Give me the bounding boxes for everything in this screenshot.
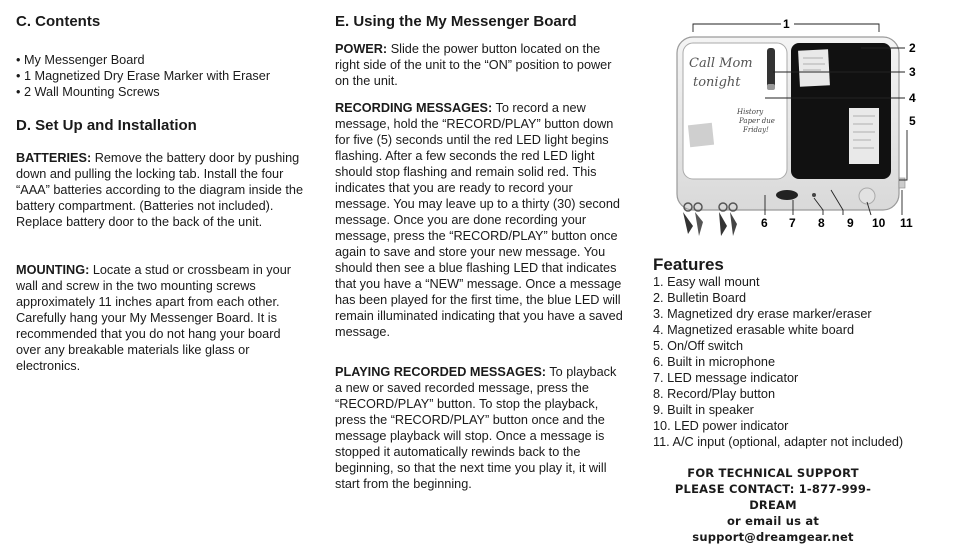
features-list: [653, 274, 903, 450]
product-diagram: [653, 12, 948, 242]
callout-4: 4: [909, 91, 916, 105]
list-item: • 1 Magnetized Dry Erase Marker with Eraser: [16, 69, 271, 83]
list-item: 4. Magnetized erasable white board: [653, 323, 855, 337]
sticky-note: [688, 123, 714, 147]
using-heading: E. Using the My Messenger Board: [335, 13, 577, 30]
whiteboard-text: Paper due: [739, 117, 775, 125]
mounting-text: Locate a stud or crossbeam in your wall and screw in the two mounting screws approximately 11 inches apart from each other. Carefully hang your My Messenger Board. It is recommended that you do not hang your board over any breakable materials like glass or electronics.: [16, 263, 291, 373]
list-item: 7. LED message indicator: [653, 371, 799, 385]
whiteboard-text: History: [737, 108, 764, 116]
marker: [767, 48, 775, 88]
list-item: 8. Record/Play button: [653, 387, 776, 401]
mounting-lead: MOUNTING:: [16, 263, 90, 277]
callout-10: 10: [872, 216, 886, 230]
list-item: 2. Bulletin Board: [653, 291, 747, 305]
support-line: PLEASE CONTACT: 1-877-999-DREAM: [674, 482, 872, 512]
note-bottom: [849, 108, 879, 164]
tech-support-block: [653, 465, 893, 545]
callout-1: 1: [783, 17, 790, 31]
list-item: 6. Built in microphone: [653, 355, 776, 369]
list-item: 10. LED power indicator: [653, 419, 789, 433]
contents-list: [16, 52, 270, 100]
callout-5: 5: [909, 114, 916, 128]
microphone: [776, 190, 798, 200]
on-off-switch: [899, 178, 905, 188]
callout-8: 8: [818, 216, 825, 230]
callout-9: 9: [847, 216, 854, 230]
led-indicator: [812, 193, 816, 197]
list-item: 3. Magnetized dry erase marker/eraser: [653, 307, 872, 321]
power-paragraph: [335, 41, 625, 89]
playing-lead: PLAYING RECORDED MESSAGES:: [335, 365, 547, 379]
playing-text: To playback a new or saved recorded message, press the “RECORD/PLAY” button. To stop the playback, press the “RECORD/PLAY” button once and the message playback will stop. Once a message is stopped it automatically rewinds back to the beginning, so that the next time you play it, it will start from the beginning.: [335, 365, 617, 491]
batteries-paragraph: [16, 150, 304, 230]
list-item: 11. A/C input (optional, adapter not included): [653, 435, 904, 449]
support-line: FOR TECHNICAL SUPPORT: [687, 466, 859, 480]
batteries-text: Remove the battery door by pushing down and pulling the locking tab. Install the four “AAA” batteries according to the diagram inside the battery compartment. (Batteries not included). Replace battery door to the back of the unit.: [16, 151, 304, 229]
list-item: 5. On/Off switch: [653, 339, 744, 353]
power-lead: POWER:: [335, 42, 388, 56]
callout-7: 7: [789, 216, 796, 230]
playing-paragraph: [335, 364, 625, 492]
list-item: 9. Built in speaker: [653, 403, 754, 417]
callout-6: 6: [761, 216, 768, 230]
mounting-paragraph: [16, 262, 304, 374]
batteries-lead: BATTERIES:: [16, 151, 92, 165]
whiteboard-text: Call Mom: [689, 56, 753, 71]
whiteboard-text: Friday!: [743, 126, 769, 134]
whiteboard-text: tonight: [693, 75, 741, 90]
support-email: or email us at support@dreamgear.net: [692, 514, 854, 544]
features-heading: Features: [653, 255, 724, 274]
list-item: • My Messenger Board: [16, 53, 145, 67]
power-text: Slide the power button located on the right side of the unit to the “ON” position to power on the unit.: [335, 42, 612, 88]
callout-2: 2: [909, 41, 916, 55]
recording-lead: RECORDING MESSAGES:: [335, 101, 493, 115]
setup-heading: D. Set Up and Installation: [16, 117, 197, 134]
speaker: [859, 188, 875, 204]
recording-text: To record a new message, hold the “RECORD/PLAY” button down for five (5) seconds until the red LED light begins flashing. After a few seconds the red LED light should stop flashing and remain solid red. This indicates that you are ready to record your message. You may leave up to a thirty (30) second message. Once you are done recording your message, press the “RECORD/PLAY” button once again to save and store your new message. You should then see a blue flashing LED that indicates that you have a “NEW” message. Once a message has been played for the first time, the blue LED will remain illuminated indicating that you have a saved message.: [335, 101, 623, 339]
list-item: • 2 Wall Mounting Screws: [16, 85, 160, 99]
list-item: 1. Easy wall mount: [653, 275, 760, 289]
callout-3: 3: [909, 65, 916, 79]
recording-paragraph: [335, 100, 625, 340]
callout-11: 11: [900, 216, 913, 230]
note-top: [798, 49, 830, 87]
contents-heading: C. Contents: [16, 13, 101, 30]
